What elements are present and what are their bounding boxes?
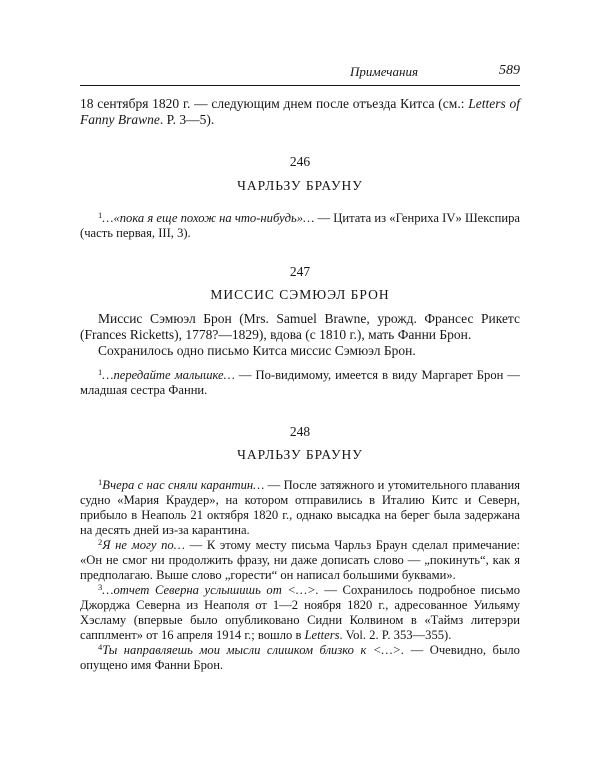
section-248-note-3: $^3$…отчет Северна услышишь от <…>. — Сохранилось подробное письмо Джорджа Северна из Неаполя от 1—2 ноября 1820 г., адресованное Уильяму Хэсламу (впервые было опубликовано Сидни Колвином в «Таймз литерэри сапплмент» от 16 апреля 1914 г.; вошло в Letters. Vol. 2. P. 353—355). [80, 582, 520, 642]
section-246-number: 246 [289, 154, 311, 169]
section-247-number: 247 [289, 264, 311, 279]
page-number: 589 [499, 63, 520, 78]
section-248-number: 248 [289, 424, 311, 439]
section-247-paragraph-2: Сохранилось одно письмо Китса миссис Сэмюэл Брон. [98, 343, 416, 358]
section-247-title: МИССИС СЭМЮЭЛ БРОН [210, 287, 390, 302]
section-247-note-1: $^1$…передайте малышке… — По-видимому, имеется в виду Маргарет Брон — младшая сестра Фанни. [80, 367, 520, 397]
section-248-note-4: $^4$Ты направляешь мои мысли слишком близко к <…>. — Очевидно, было опущено имя Фанни Брон. [80, 642, 520, 672]
running-head [80, 62, 520, 82]
section-248-note-2: $^2$Я не могу по… — К этому месту письма Чарльз Браун сделал примечание: «Он не смог ни продолжить фразу, ни даже дописать слово — „покинуть“, как я предполагаю. Выше слово „горести“ он написал большими буквами». [80, 537, 520, 582]
section-246-title: ЧАРЛЬЗУ БРАУНУ [237, 178, 363, 193]
section-247-paragraph-1: Миссис Сэмюэл Брон (Mrs. Samuel Brawne, урожд. Франсес Рикетс (Frances Ricketts), 1778?—1829), вдова (с 1810 г.), мать Фанни Брон. [80, 311, 520, 342]
section-248-title: ЧАРЛЬЗУ БРАУНУ [237, 447, 363, 462]
running-head-title: Примечания [350, 64, 418, 79]
section-246-note-1: $^1$…«пока я еще похож на что-нибудь»… — Цитата из «Генриха IV» Шекспира (часть первая, III, 3). [80, 210, 521, 240]
section-248-note-1: $^1$Вчера с нас сняли карантин… — После затяжного и утомительного плавания судно «Мария Краудер», на котором отправились в Италию Китс и Северн, прибыло в Неаполь 21 октября 1820 г., однако высадка на берег была задержана на десять дней из-за карантина. [80, 477, 520, 537]
section-248-notes [80, 478, 520, 673]
intro-paragraph: 18 сентября 1820 г. — следующим днем после отъезда Китса (см.: Letters of Fanny Brawne. P. 3—5). [80, 96, 520, 127]
header-rule [80, 85, 520, 86]
